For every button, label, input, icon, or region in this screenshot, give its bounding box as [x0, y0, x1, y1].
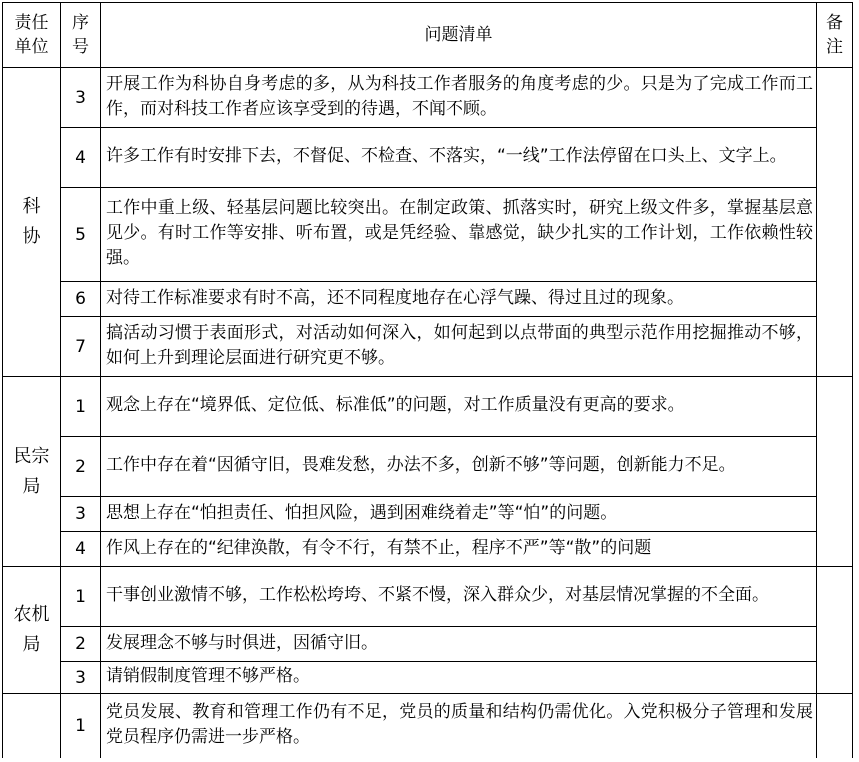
row-number: 1: [61, 377, 101, 437]
issue-text: 开展工作为科协自身考虑的多，从为科技工作者服务的角度考虑的少。只是为了完成工作而工作，而对科技工作者应该享受到的待遇，不闻不顾。: [101, 68, 817, 128]
row-number: 5: [61, 188, 101, 282]
header-row: [3, 3, 853, 68]
unit-label-line1: 农机: [13, 604, 50, 625]
table-row: [3, 188, 853, 282]
note-cell: [817, 377, 853, 567]
table-row: [3, 567, 853, 627]
row-number: 3: [61, 68, 101, 128]
header-unit-line2: 单位: [14, 37, 49, 57]
row-number: 1: [61, 567, 101, 627]
unit-label-line2: 协: [22, 226, 41, 247]
note-cell: [817, 694, 853, 758]
row-number: 7: [61, 317, 101, 377]
issue-text: 观念上存在“境界低、定位低、标准低”的问题，对工作质量没有更高的要求。: [101, 377, 817, 437]
row-number: 3: [61, 662, 101, 694]
row-number: 4: [61, 532, 101, 567]
header-no-line2: 号: [72, 37, 89, 57]
unit-cell-kexie: [3, 68, 61, 377]
issue-text: 干事创业激情不够，工作松松垮垮、不紧不慢，深入群众少，对基层情况掌握的不全面。: [101, 567, 817, 627]
header-note-line2: 注: [826, 37, 843, 57]
note-cell: [817, 567, 853, 694]
header-issue: 问题清单: [101, 3, 817, 68]
unit-label-line1: 科: [22, 196, 41, 217]
table-row: [3, 317, 853, 377]
issue-text: 工作中重上级、轻基层问题比较突出。在制定政策、抓落实时，研究上级文件多，掌握基层意见少。有时工作等安排、听布置，或是凭经验、靠感觉，缺少扎实的工作计划，工作依赖性较强。: [101, 188, 817, 282]
header-unit: [3, 3, 61, 68]
unit-label-line1: 民宗: [13, 445, 50, 467]
unit-cell-nongji: [3, 567, 61, 694]
issue-text: 思想上存在“怕担责任、怕担风险，遇到困难绕着走”等“怕”的问题。: [101, 497, 817, 532]
row-number: 2: [61, 627, 101, 662]
issue-text: 工作中存在着“因循守旧，畏难发愁，办法不多，创新不够”等问题，创新能力不足。: [101, 437, 817, 497]
header-note: [817, 3, 853, 68]
table-row: [3, 497, 853, 532]
row-number: 3: [61, 497, 101, 532]
table-row: [3, 377, 853, 437]
issue-table: [2, 2, 853, 758]
issue-text: 请销假制度管理不够严格。: [101, 662, 817, 694]
table-row: [3, 282, 853, 317]
issue-text: 搞活动习惯于表面形式，对活动如何深入，如何起到以点带面的典型示范作用挖掘推动不够，如何上升到理论层面进行研究更不够。: [101, 317, 817, 377]
table-row: [3, 68, 853, 128]
table-row: [3, 437, 853, 497]
issue-text: 党员发展、教育和管理工作仍有不足，党员的质量和结构仍需优化。入党积极分子管理和发展党员程序仍需进一步严格。: [101, 694, 817, 758]
header-unit-line1: 责任: [14, 13, 49, 33]
row-number: 6: [61, 282, 101, 317]
row-number: 1: [61, 694, 101, 758]
table-row: [3, 128, 853, 188]
unit-cell-next: [3, 694, 61, 758]
table-row: [3, 694, 853, 758]
issue-text: 许多工作有时安排下去，不督促、不检查、不落实，“一线”工作法停留在口头上、文字上。: [101, 128, 817, 188]
note-cell: [817, 68, 853, 377]
issue-text: 对待工作标准要求有时不高，还不同程度地存在心浮气躁、得过且过的现象。: [101, 282, 817, 317]
issue-text: 发展理念不够与时俱进，因循守旧。: [101, 627, 817, 662]
unit-cell-minzong: [3, 377, 61, 567]
header-note-line1: 备: [826, 13, 843, 33]
row-number: 4: [61, 128, 101, 188]
table-row: [3, 627, 853, 662]
row-number: 2: [61, 437, 101, 497]
header-no: [61, 3, 101, 68]
header-no-line1: 序: [72, 13, 89, 33]
issue-text: 作风上存在的“纪律涣散，有令不行，有禁不止，程序不严”等“散”的问题: [101, 532, 817, 567]
unit-label-line2: 局: [22, 475, 41, 497]
unit-label-line2: 局: [22, 634, 41, 655]
table-row: [3, 662, 853, 694]
table-row: [3, 532, 853, 567]
